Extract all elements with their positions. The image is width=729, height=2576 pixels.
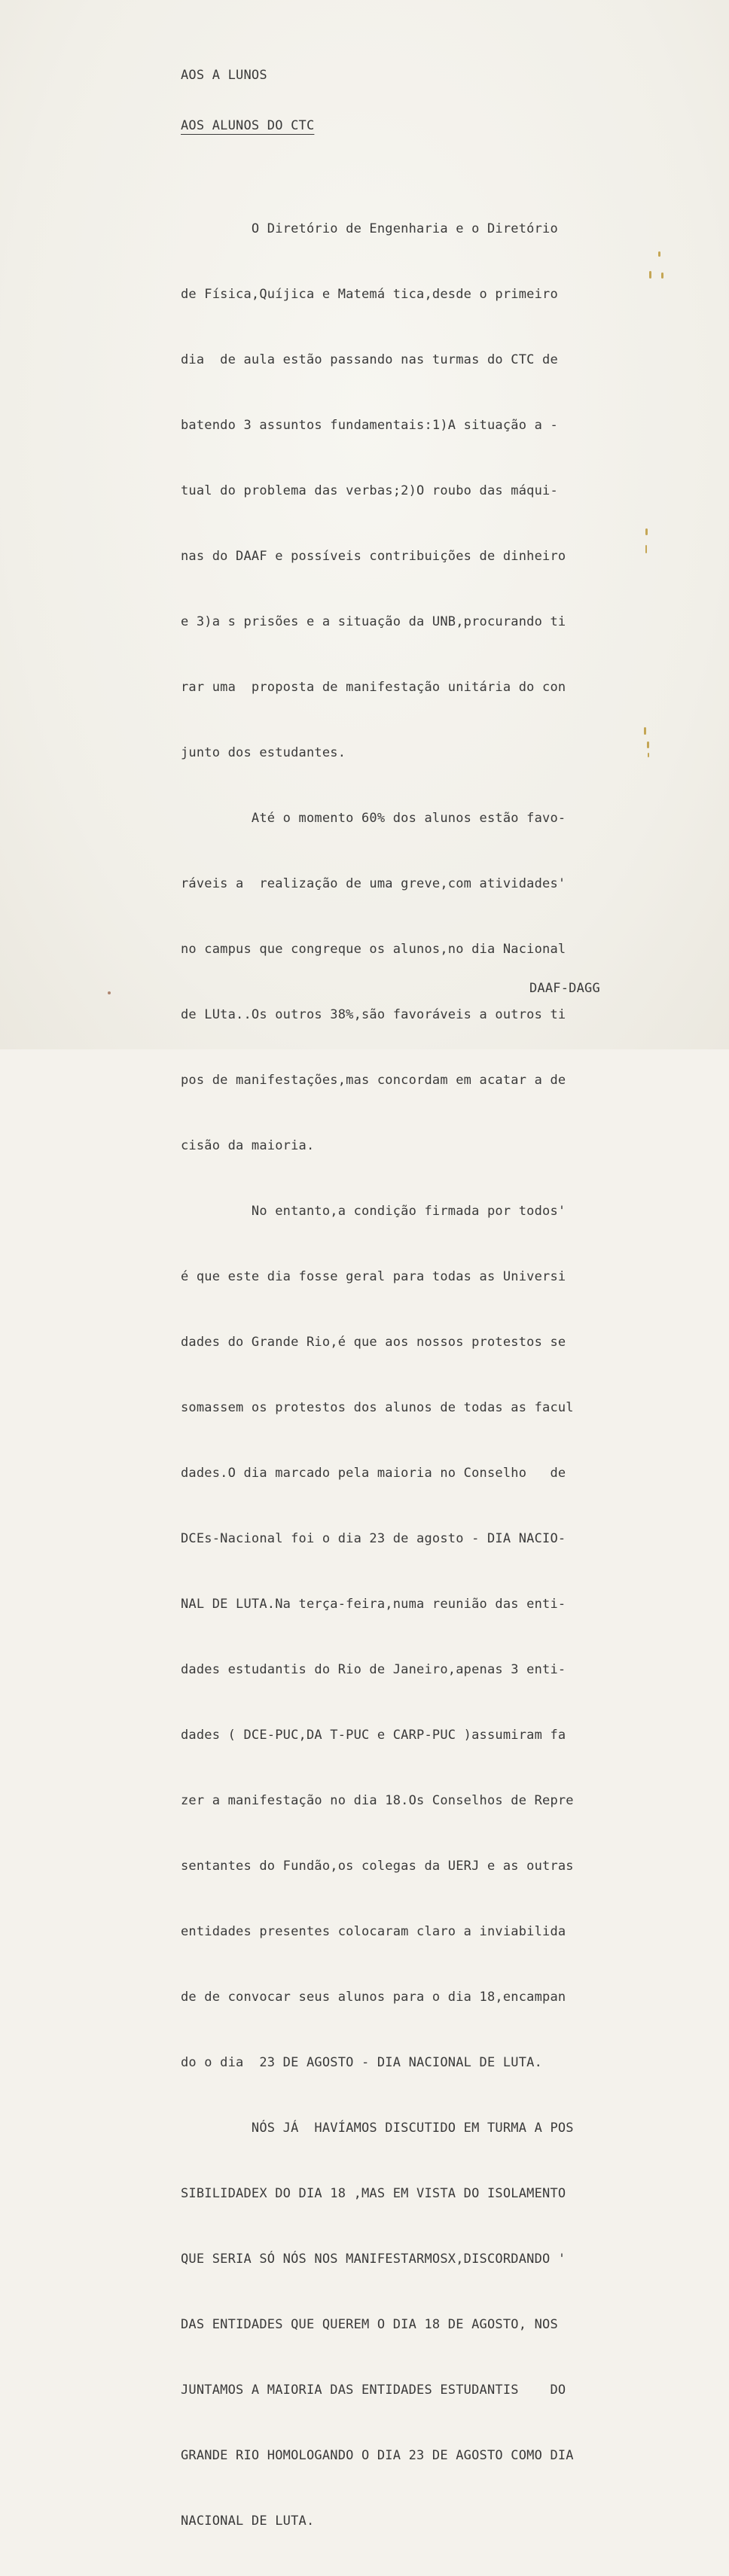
stain-mark bbox=[658, 251, 660, 257]
body-line: NACIONAL DE LUTA. bbox=[181, 2514, 315, 2529]
body-line: No entanto,a condição firmada por todos' bbox=[181, 1204, 566, 1219]
stain-mark bbox=[645, 528, 648, 535]
body-line: GRANDE RIO HOMOLOGANDO O DIA 23 DE AGOSTO COMO DIA bbox=[181, 2448, 574, 2463]
body-line: entidades presentes colocaram claro a inviabilida bbox=[181, 1924, 566, 1939]
body-line: sentantes do Fundão,os colegas da UERJ e as outras bbox=[181, 1859, 574, 1874]
body-line: dades ( DCE-PUC,DA T-PUC e CARP-PUC )assumiram fa bbox=[181, 1728, 566, 1743]
body-line: somassem os protestos dos alunos de todas as facul bbox=[181, 1400, 574, 1415]
body-line: do o dia 23 DE AGOSTO - DIA NACIONAL DE LUTA. bbox=[181, 2055, 543, 2070]
stain-mark bbox=[645, 545, 647, 553]
stain-mark bbox=[108, 991, 111, 994]
body-line: QUE SERIA SÓ NÓS NOS MANIFESTARMOSX,DISCORDANDO ' bbox=[181, 2252, 566, 2267]
body-line: no campus que congreque os alunos,no dia Nacional bbox=[181, 942, 566, 957]
stain-mark bbox=[649, 271, 651, 279]
body-line: de LUta..Os outros 38%,são favoráveis a outros ti bbox=[181, 1007, 566, 1022]
body-line: dia de aula estão passando nas turmas do CTC de bbox=[181, 352, 558, 367]
body-line: O Diretório de Engenharia e o Diretório bbox=[181, 221, 558, 236]
body-line: cisão da maioria. bbox=[181, 1138, 315, 1153]
stain-mark bbox=[647, 741, 649, 748]
document-title: AOS ALUNOS DO CTC bbox=[181, 118, 315, 133]
body-line: pos de manifestações,mas concordam em acatar a de bbox=[181, 1073, 566, 1088]
body-line: junto dos estudantes. bbox=[181, 745, 346, 760]
stain-mark bbox=[648, 753, 649, 757]
body-line: e 3)a s prisões e a situação da UNB,procurando ti bbox=[181, 614, 566, 629]
body-line: batendo 3 assuntos fundamentais:1)A situação a - bbox=[181, 418, 558, 433]
header-line: AOS A LUNOS bbox=[181, 68, 267, 83]
body-line: Até o momento 60% dos alunos estão favo- bbox=[181, 811, 566, 826]
document-body bbox=[181, 175, 574, 2576]
body-line: dades do Grande Rio,é que aos nossos protestos se bbox=[181, 1335, 566, 1350]
body-line: SIBILIDADEX DO DIA 18 ,MAS EM VISTA DO ISOLAMENTO bbox=[181, 2186, 566, 2201]
body-line: tual do problema das verbas;2)O roubo das máqui- bbox=[181, 483, 558, 498]
stain-mark bbox=[644, 727, 646, 735]
body-line: é que este dia fosse geral para todas as Universi bbox=[181, 1269, 566, 1284]
body-line: nas do DAAF e possíveis contribuições de dinheiro bbox=[181, 549, 566, 564]
body-line: dades estudantis do Rio de Janeiro,apenas 3 enti- bbox=[181, 1662, 566, 1677]
body-line: DCEs-Nacional foi o dia 23 de agosto - DIA NACIO- bbox=[181, 1531, 566, 1546]
body-line: JUNTAMOS A MAIORIA DAS ENTIDADES ESTUDANTIS DO bbox=[181, 2383, 566, 2398]
body-line: NÓS JÁ HAVÍAMOS DISCUTIDO EM TURMA A POS bbox=[181, 2121, 574, 2136]
body-line: ráveis a realização de uma greve,com atividades' bbox=[181, 876, 566, 891]
signature: DAAF-DAGG bbox=[529, 981, 600, 996]
body-line: DAS ENTIDADES QUE QUEREM O DIA 18 DE AGOSTO, NOS bbox=[181, 2317, 558, 2332]
body-line: dades.O dia marcado pela maioria no Conselho de bbox=[181, 1466, 566, 1481]
body-line: de Física,Quíjica e Matemá tica,desde o primeiro bbox=[181, 287, 558, 302]
body-line: zer a manifestação no dia 18.Os Conselhos de Repre bbox=[181, 1793, 574, 1808]
body-line: de de convocar seus alunos para o dia 18,encampan bbox=[181, 1990, 566, 2005]
stain-mark bbox=[661, 273, 663, 279]
body-line: NAL DE LUTA.Na terça-feira,numa reunião das enti- bbox=[181, 1597, 566, 1612]
body-line: rar uma proposta de manifestação unitária do con bbox=[181, 680, 566, 695]
